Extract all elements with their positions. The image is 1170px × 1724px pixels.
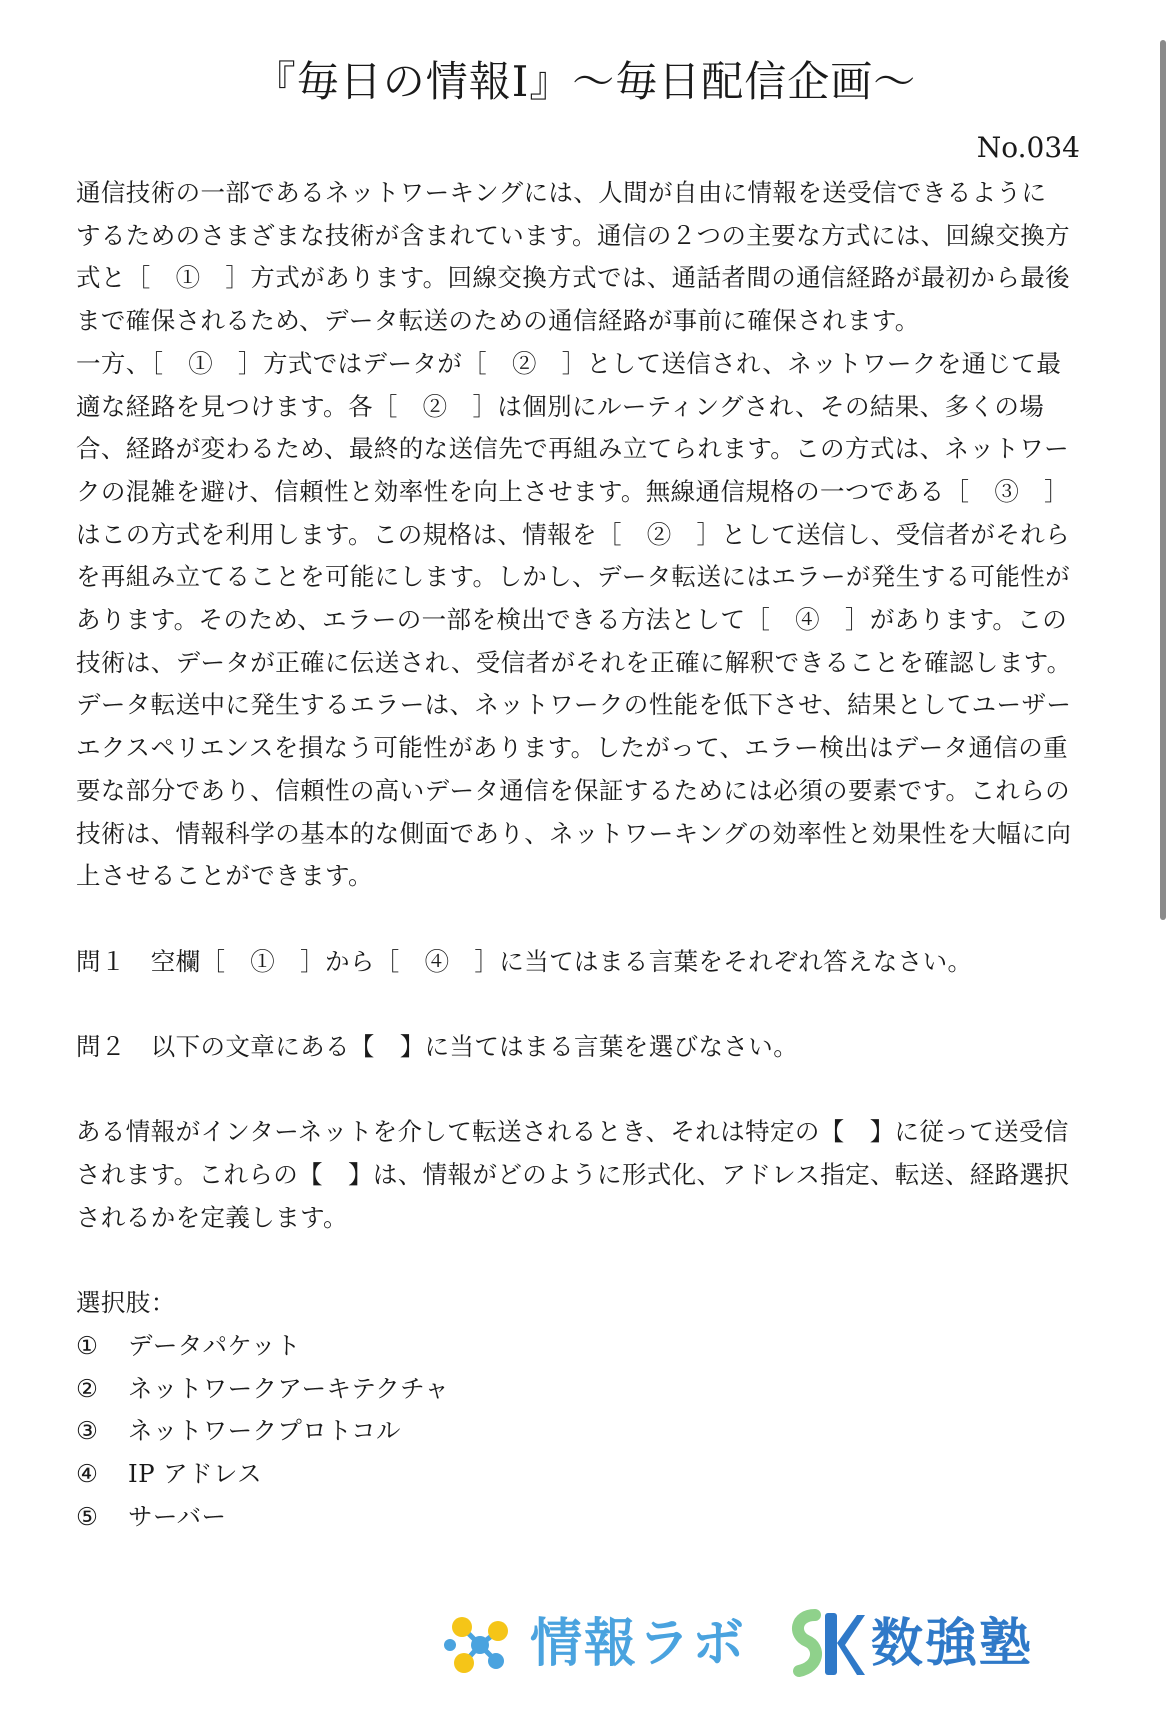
choice-item (76, 1496, 1076, 1539)
choice-text: ネットワークプロトコル (128, 1416, 401, 1446)
issue-number: No.034 (976, 131, 1080, 164)
page-title: 『毎日の情報Ⅰ』～毎日配信企画～ (253, 57, 917, 106)
molecule-icon (440, 1605, 520, 1685)
choice-text: データパケット (128, 1330, 301, 1360)
q2-passage-line: されるかを定義します。 (76, 1202, 348, 1232)
passage-line: 合、経路が変わるため、最終的な送信先で再組み立てられます。この方式は、ネットワー (76, 434, 1070, 464)
passage-line: はこの方式を利用します。この規格は、情報を［ ② ］として送信し、受信者がそれら (76, 519, 1071, 549)
passage-line: 技術は、データが正確に伝送され、受信者がそれを正確に解釈できることを確認します。 (76, 647, 1072, 677)
choice-number: ② (76, 1373, 99, 1403)
passage-line: 適な経路を見つけます。各［ ② ］は個別にルーティングされ、その結果、多くの場 (76, 391, 1045, 421)
passage-line: 一方、［ ① ］方式ではデータが［ ② ］として送信され、ネットワークを通じて最 (76, 348, 1062, 378)
choice-text: サーバー (128, 1501, 227, 1531)
choice-number: ③ (76, 1416, 99, 1446)
choice-item (76, 1453, 1076, 1496)
scrollbar[interactable] (1160, 40, 1166, 920)
question-1: 問１ 空欄［ ① ］から［ ④ ］に当てはまる言葉をそれぞれ答えなさい。 (76, 946, 973, 976)
document-body (76, 172, 1076, 1538)
q2-passage-line: されます。これらの【 】は、情報がどのように形式化、アドレス指定、転送、経路選択 (76, 1160, 1070, 1190)
joho-lab-logo-text: 情報ラボ (530, 1614, 747, 1674)
passage-line: 技術は、情報科学の基本的な側面であり、ネットワーキングの効率性と効果性を大幅に向 (76, 818, 1072, 848)
choices-label: 選択肢： (76, 1288, 176, 1318)
passage-line: エクスペリエンスを損なう可能性があります。したがって、エラー検出はデータ通信の重 (76, 733, 1069, 763)
choice-item (76, 1410, 1076, 1453)
passage-line: 式と［ ① ］方式があります。回線交換方式では、通話者間の通信経路が最初から最後 (76, 263, 1071, 293)
passage-line: クの混雑を避け、信頼性と効率性を向上させます。無線通信規格の一つである［ ③ ］ (76, 476, 1070, 506)
passage-line: を再組み立てることを可能にします。しかし、データ転送にはエラーが発生する可能性が (76, 562, 1071, 592)
choice-number: ④ (76, 1459, 99, 1489)
choice-number: ① (76, 1330, 99, 1360)
question-2: 問２ 以下の文章にある【 】に当てはまる言葉を選びなさい。 (76, 1032, 799, 1062)
choices-list (76, 1282, 1076, 1538)
sk-mark-icon (785, 1605, 865, 1685)
choice-text: IP アドレス (128, 1459, 263, 1489)
main-passage (76, 172, 1076, 898)
suukyoujuku-logo (785, 1605, 1085, 1685)
passage-line: 上させることができます。 (76, 861, 373, 891)
passage-line: するためのさまざまな技術が含まれています。通信の２つの主要な方式には、回線交換方 (76, 220, 1071, 250)
passage-line: まで確保されるため、データ転送のための通信経路が事前に確保されます。 (76, 306, 920, 336)
passage-line: データ転送中に発生するエラーは、ネットワークの性能を低下させ、結果としてユーザー (76, 690, 1072, 720)
question-2-passage (76, 1111, 1076, 1239)
q2-passage-line: ある情報がインターネットを介して転送されるとき、それは特定の【 】に従って送受信 (76, 1117, 1069, 1147)
choice-item (76, 1325, 1076, 1368)
passage-line: 要な部分であり、信頼性の高いデータ通信を保証するためには必須の要素です。これらの (76, 775, 1071, 805)
footer-logos (440, 1605, 1080, 1685)
passage-line: あります。そのため、エラーの一部を検出できる方法として［ ④ ］があります。この (76, 605, 1068, 635)
joho-lab-logo (440, 1605, 770, 1685)
passage-line: 通信技術の一部であるネットワーキングには、人間が自由に情報を送受信できるように (76, 178, 1047, 207)
suukyoujuku-logo-text: 数強塾 (871, 1614, 1034, 1674)
choice-number: ⑤ (76, 1501, 99, 1531)
choice-text: ネットワークアーキテクチャ (128, 1373, 450, 1403)
choice-item (76, 1368, 1076, 1411)
